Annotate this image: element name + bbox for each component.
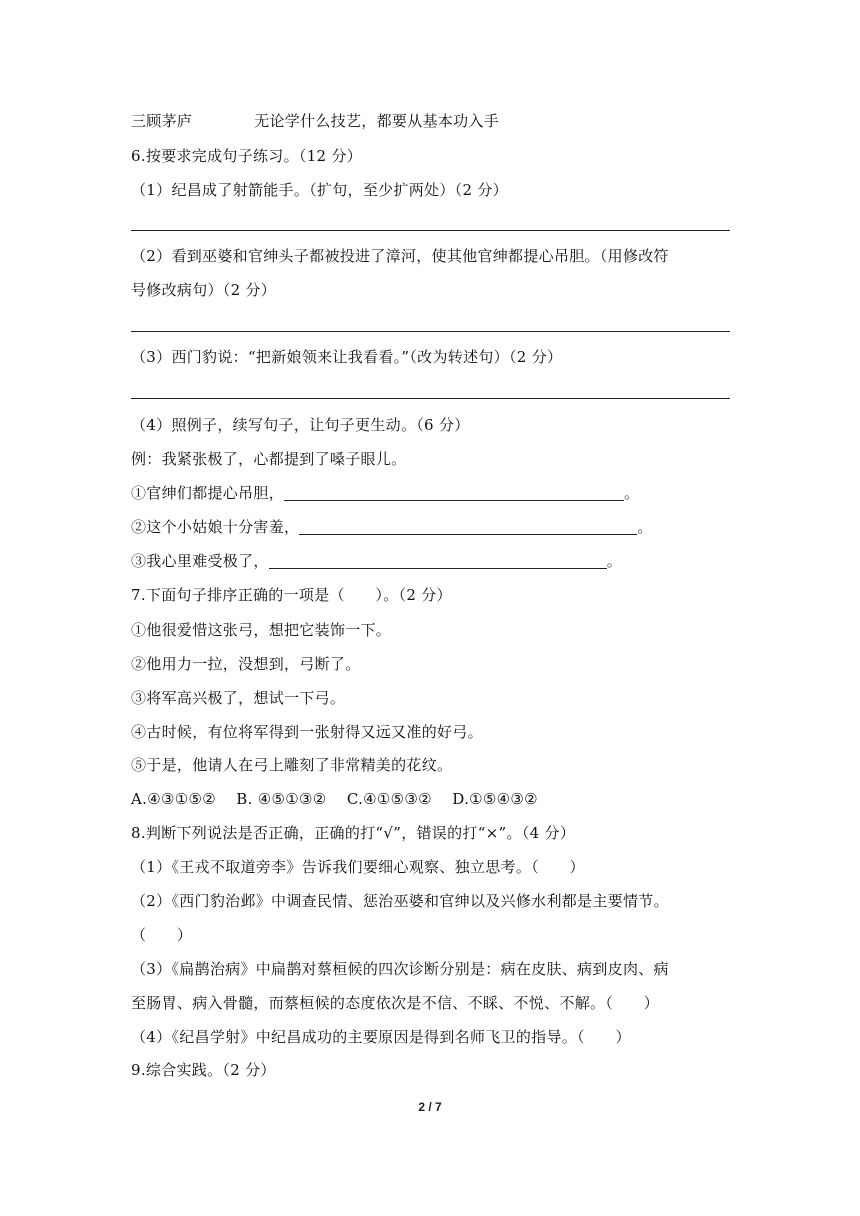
sentence1-start: ①官绅们都提心吊胆， bbox=[131, 484, 285, 502]
sentence1-blank[interactable] bbox=[284, 484, 624, 501]
q8-part4: （4）《纪昌学射》中纪昌成功的主要原因是得到名师飞卫的指导。（ ） bbox=[131, 1028, 631, 1046]
sentence3-start: ③我心里难受极了， bbox=[131, 552, 269, 570]
q6-part4: （4）照例子，续写句子，让句子更生动。（6 分） bbox=[131, 416, 470, 434]
q7-item: ①他很爱惜这张弓，想把它装饰一下。 bbox=[131, 621, 392, 639]
q6-part2-line1: （2）看到巫婆和官绅头子都被投进了漳河，使其他官绅都提心吊胆。（用修改符 bbox=[131, 247, 669, 265]
q8-part1: （1）《王戎不取道旁李》告诉我们要细心观察、独立思考。（ ） bbox=[131, 858, 585, 876]
answer-line-1[interactable] bbox=[131, 230, 730, 231]
sentence3-blank[interactable] bbox=[269, 552, 607, 569]
q8-title: 8.判断下列说法是否正确，正确的打“√”，错误的打“×”。（4 分） bbox=[131, 824, 576, 842]
idiom-meaning: 无论学什么技艺，都要从基本功入手 bbox=[254, 112, 500, 130]
q7-title: 7.下面句子排序正确的一项是（ ）。（2 分） bbox=[131, 586, 452, 604]
q6-part2-line2: 号修改病句）（2 分） bbox=[131, 281, 277, 299]
q7-item: ②他用力一拉，没想到，弓断了。 bbox=[131, 655, 361, 673]
sentence2-start: ②这个小姑娘十分害羞， bbox=[131, 518, 300, 536]
q7-item: ③将军高兴极了，想试一下弓。 bbox=[131, 689, 346, 707]
q8-part3-line1: （3）《扁鹊治病》中扁鹊对蔡桓候的四次诊断分别是：病在皮肤、病到皮肉、病 bbox=[131, 960, 669, 978]
sentence2-end: 。 bbox=[637, 518, 653, 536]
answer-line-2[interactable] bbox=[131, 331, 730, 332]
sentence1-end: 。 bbox=[624, 484, 640, 502]
sentence3-end: 。 bbox=[606, 552, 623, 570]
q8-part2-line1: （2）《西门豹治邺》中调查民情、惩治巫婆和官绅以及兴修水利都是主要情节。 bbox=[131, 892, 669, 910]
q7-item: ④古时候，有位将军得到一张射得又远又准的好弓。 bbox=[131, 723, 483, 741]
q6-sentence3 bbox=[131, 551, 622, 571]
q6-sentence1 bbox=[131, 483, 639, 503]
answer-line-3[interactable] bbox=[131, 398, 730, 399]
page-number: 2 / 7 bbox=[418, 1100, 442, 1114]
q8-part2-line2: （ ） bbox=[131, 926, 193, 944]
q9-title: 9.综合实践。（2 分） bbox=[131, 1061, 276, 1079]
q8-part3-line2: 至肠胃、病入骨髓，而蔡桓候的态度依次是不信、不睬、不悦、不解。（ ） bbox=[131, 994, 660, 1012]
sentence2-blank[interactable] bbox=[299, 518, 637, 535]
q6-part1: （1）纪昌成了射箭能手。（扩句，至少扩两处）（2 分） bbox=[131, 181, 508, 199]
q7-item: ⑤于是，他请人在弓上雕刻了非常精美的花纹。 bbox=[131, 756, 453, 774]
q6-title: 6.按要求完成句子练习。（12 分） bbox=[131, 147, 363, 165]
q6-sentence2 bbox=[131, 517, 653, 537]
idiom-text: 三顾茅庐 bbox=[131, 112, 193, 130]
q6-part3: （3）西门豹说：“把新娘领来让我看看。”（改为转述句）（2 分） bbox=[131, 348, 563, 366]
q6-example: 例：我紧张极了，心都提到了嗓子眼儿。 bbox=[131, 450, 407, 468]
idiom-row bbox=[131, 111, 499, 131]
q7-options: A.④③①⑤② B. ④⑤①③② C.④①⑤③② D.①⑤④③② bbox=[131, 790, 538, 808]
